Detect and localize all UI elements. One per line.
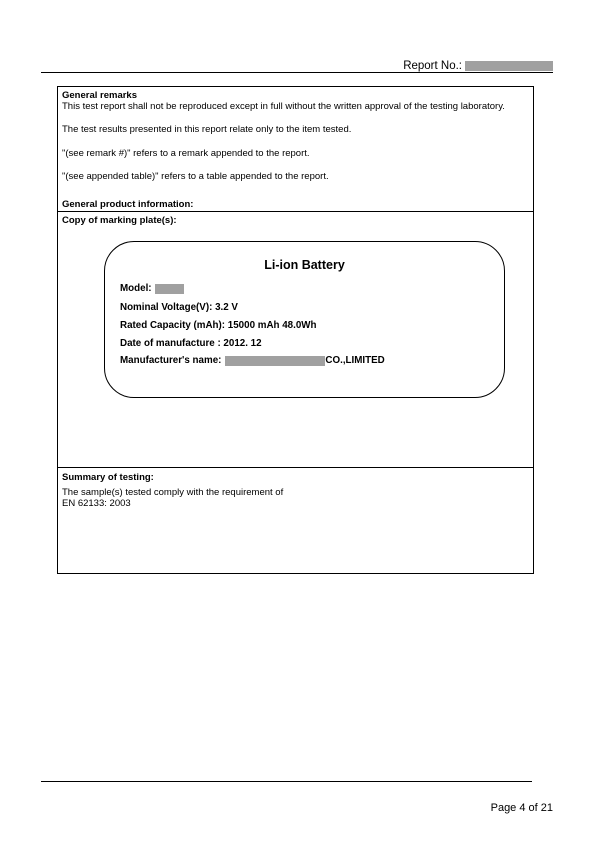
general-remarks-section [57,86,534,212]
plate-manufacturer-suffix: CO.,LIMITED [325,355,385,366]
summary-line-1: The sample(s) tested comply with the requirement of [62,487,284,498]
plate-model-label: Model: [120,283,152,294]
plate-capacity: Rated Capacity (mAh): 15000 mAh 48.0Wh [120,320,317,331]
manufacturer-redaction [225,356,325,366]
report-number [403,60,553,72]
page-number: Page 4 of 21 [490,802,553,814]
summary-line-2: EN 62133: 2003 [62,498,131,509]
plate-date: Date of manufacture : 2012. 12 [120,338,262,349]
plate-voltage: Nominal Voltage(V): 3.2 V [120,302,238,313]
model-redaction [155,284,184,294]
marking-plate-title: Copy of marking plate(s): [62,215,177,226]
remark-line-3: "(see remark #)" refers to a remark appended to the report. [62,148,310,159]
header-divider [41,72,553,73]
summary-title: Summary of testing: [62,472,154,483]
plate-model [120,283,184,294]
remark-line-1: This test report shall not be reproduced except in full without the written approval of the testing laboratory. [62,101,505,112]
report-number-label: Report No.: [403,60,462,72]
report-number-redaction [465,61,553,71]
plate-manufacturer [120,355,385,366]
plate-heading: Li-ion Battery [264,258,345,272]
summary-section [57,467,534,574]
remark-line-4: "(see appended table)" refers to a table appended to the report. [62,171,329,182]
general-remarks-title: General remarks [62,90,137,101]
product-info-title: General product information: [62,199,194,210]
remark-line-2: The test results presented in this report relate only to the item tested. [62,124,352,135]
marking-plate [104,241,505,398]
plate-manufacturer-label: Manufacturer's name: [120,355,222,366]
footer-divider [41,781,532,782]
